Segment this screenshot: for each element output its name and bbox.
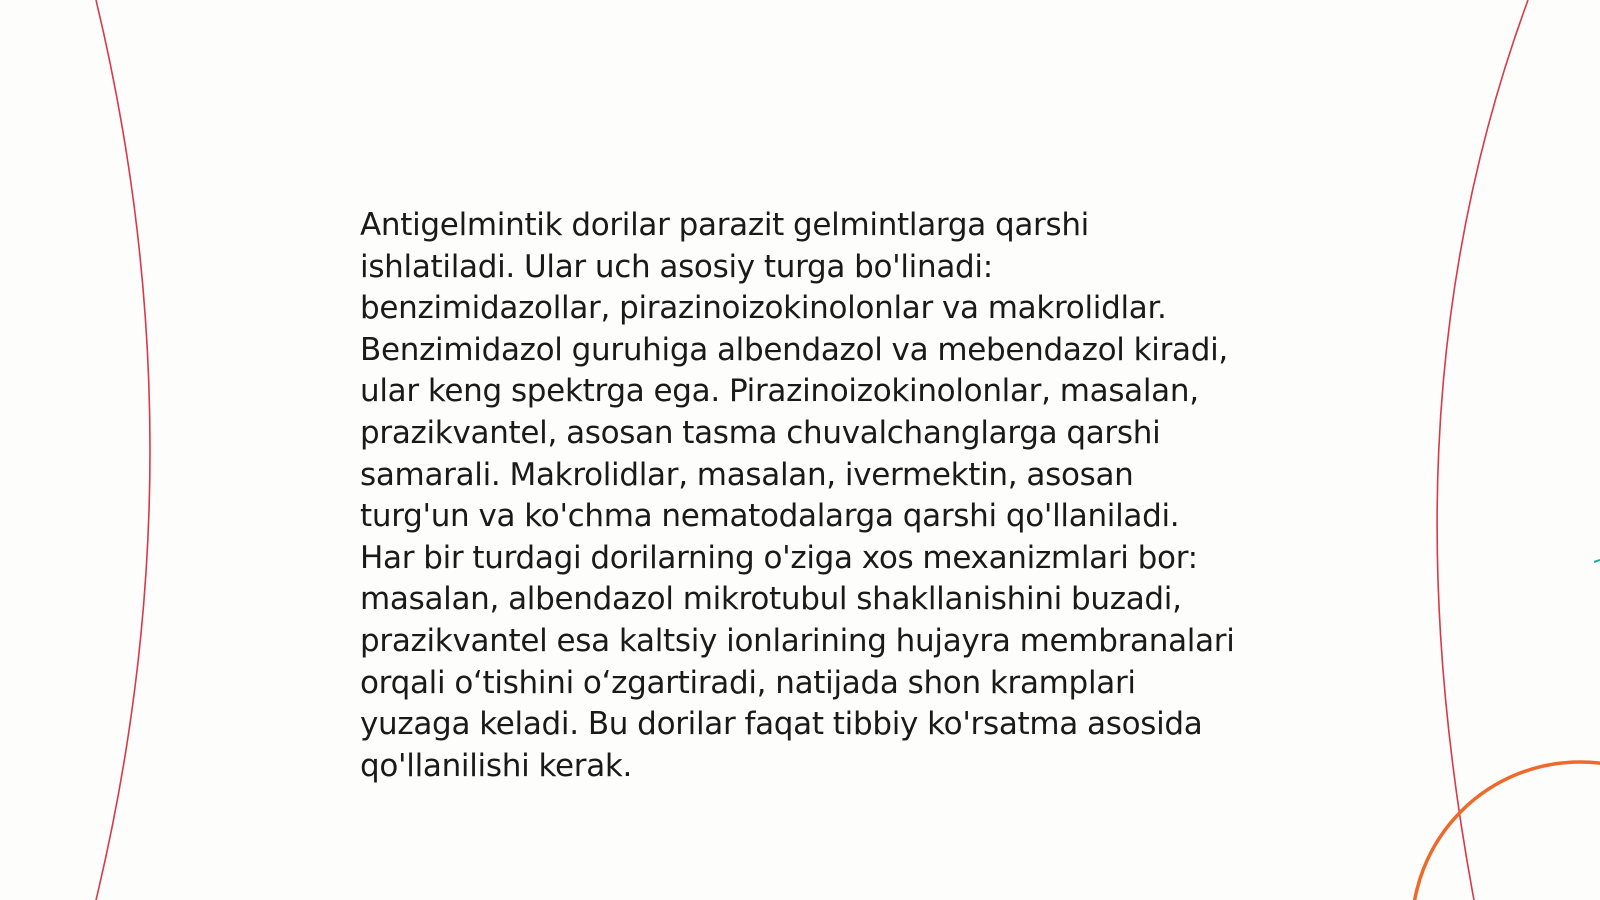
teal-mark — [1594, 560, 1600, 562]
left-curve — [96, 0, 150, 900]
body-text: Antigelmintik dorilar parazit gelmintlarga qarshi ishlatiladi. Ular uch asosiy turga bo'linadi: benzimidazollar, pirazinoizokinolonlar va makrolidlar. Benzimidazol guruhiga albendazol va mebendazol kiradi, ular keng spektrga ega. Pirazinoizokinolonlar, masalan, prazikvantel, asosan tasma chuvalchanglarga qarshi samarali. Makrolidlar, masalan, ivermektin, asosan turg'un va ko'chma nematodalarga qarshi qo'llaniladi. Har bir turdagi dorilarning o'ziga xos mexanizmlari bor: masalan, albendazol mikrotubul shakllanishini buzadi, prazikvantel esa kaltsiy ionlarining hujayra membranalari orqali oʻtishini oʻzgartiradi, natijada shon kramplari yuzaga keladi. Bu dorilar faqat tibbiy ko'rsatma asosida qo'llanilishi kerak. — [360, 207, 1235, 784]
right-curve — [1437, 0, 1528, 900]
orange-arc — [1412, 762, 1600, 900]
